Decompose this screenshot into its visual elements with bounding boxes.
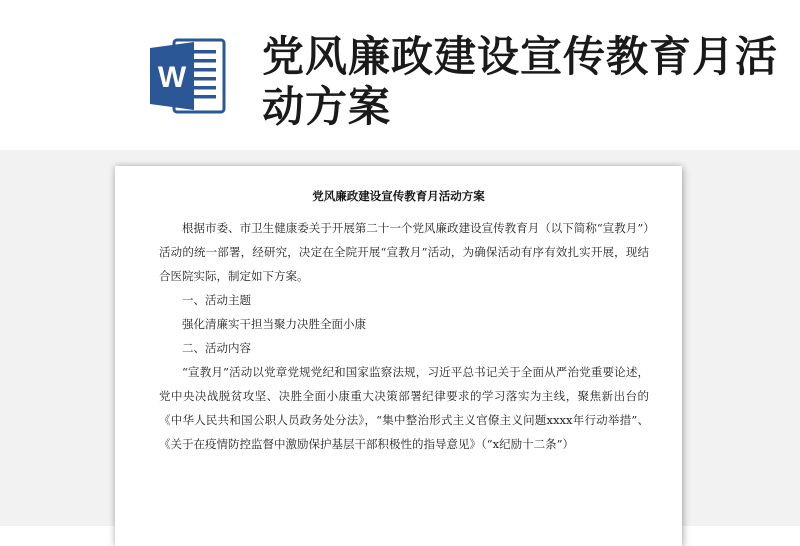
document-body [159, 216, 649, 456]
word-document-icon [148, 36, 228, 116]
intro-paragraph: 根据市委、市卫生健康委关于开展第二十一个党风廉政建设宣传教育月（以下简称“宣教月”）活动的统一部署，经研究，决定在全院开展“宣教月”活动，为确保活动有序有效扎实开展，现结合医院实际，制定如下方案。 [159, 221, 649, 283]
banner-title: 党风廉政建设宣传教育月活动方案 [262, 32, 779, 131]
document-page [115, 166, 682, 546]
banner-header [0, 0, 800, 150]
document-title: 党风廉政建设宣传教育月活动方案 [312, 189, 485, 203]
content-paragraph: “宣教月”活动以党章党规党纪和国家监察法规，习近平总书记关于全面从严治党重要论述，党中央决战脱贫攻坚、决胜全面小康重大决策部署纪律要求的学习落实为主线，聚焦新出台的《中华人民共和国公职人员政务处分法》，“集中整治形式主义官僚主义问题xxxx年行动举措”、《关于在疫情防控监督中激励保护基层干部积极性的指导意见》（“x纪励十二条”） [159, 365, 649, 451]
svg-text:W: W [157, 61, 187, 94]
section-heading-content: 二、活动内容 [182, 341, 251, 355]
theme-text: 强化清廉实干担当聚力决胜全面小康 [182, 317, 366, 331]
section-heading-theme: 一、活动主题 [182, 293, 251, 307]
